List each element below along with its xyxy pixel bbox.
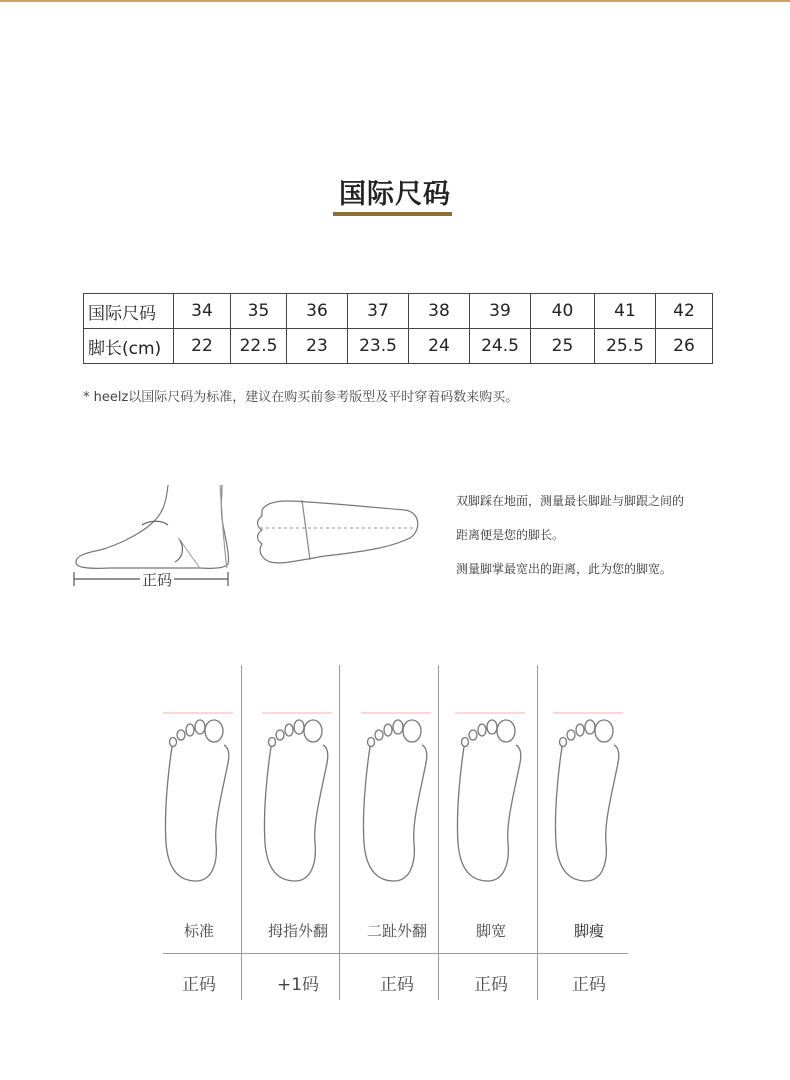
foot-type-label: 脚宽 <box>475 922 506 940</box>
size-note: * heelz以国际尺码为标准，建议在购买前参考版型及平时穿着码数来购买。 <box>83 390 519 405</box>
top-divider <box>0 0 790 2</box>
table-cell: 39 <box>470 294 531 329</box>
illustration-label: 正码 <box>142 571 173 589</box>
table-cell: 38 <box>409 294 470 329</box>
size-table <box>83 293 713 364</box>
table-cell: 22 <box>174 329 231 364</box>
measure-instruction-3: 测量脚掌最宽出的距离，此为您的脚宽。 <box>456 562 673 576</box>
table-cell: 40 <box>531 294 595 329</box>
foot-type-second-toe <box>348 665 446 1000</box>
table-row <box>84 329 713 364</box>
size-recommendation: 正码 <box>182 975 216 995</box>
foot-type-label: 拇指外翻 <box>267 922 328 940</box>
table-cell: 23 <box>287 329 348 364</box>
size-recommendation: 正码 <box>474 975 508 995</box>
foot-type-wide <box>442 665 540 1000</box>
table-cell: 23.5 <box>348 329 409 364</box>
table-cell: 26 <box>656 329 713 364</box>
size-recommendation: 正码 <box>572 975 606 995</box>
foot-type-label: 脚瘦 <box>573 922 604 940</box>
measure-instruction-1: 双脚踩在地面，测量最长脚趾与脚跟之间的 <box>456 494 685 508</box>
foot-type-label: 二趾外翻 <box>366 922 427 940</box>
table-cell: 35 <box>231 294 287 329</box>
title-underline <box>333 212 452 216</box>
table-cell: 24.5 <box>470 329 531 364</box>
table-cell: 25.5 <box>595 329 656 364</box>
table-cell: 37 <box>348 294 409 329</box>
table-row <box>84 294 713 329</box>
table-cell: 41 <box>595 294 656 329</box>
measure-instruction-2: 距离便是您的脚长。 <box>456 528 565 542</box>
row-header-size: 国际尺码 <box>84 294 174 329</box>
table-cell: 36 <box>287 294 348 329</box>
foot-type-standard <box>150 665 248 1000</box>
foot-type-bunion <box>249 665 347 1000</box>
foot-type-thin <box>540 665 638 1000</box>
page-title: 国际尺码 <box>339 179 451 210</box>
size-recommendation: 正码 <box>380 975 414 995</box>
label-divider <box>163 953 628 954</box>
row-header-length: 脚长(cm) <box>84 329 174 364</box>
table-cell: 22.5 <box>231 329 287 364</box>
foot-type-label: 标准 <box>183 922 214 940</box>
table-cell: 24 <box>409 329 470 364</box>
table-cell: 42 <box>656 294 713 329</box>
table-cell: 25 <box>531 329 595 364</box>
size-recommendation: +1码 <box>276 975 320 995</box>
table-cell: 34 <box>174 294 231 329</box>
foot-measure-illustration <box>70 480 430 599</box>
